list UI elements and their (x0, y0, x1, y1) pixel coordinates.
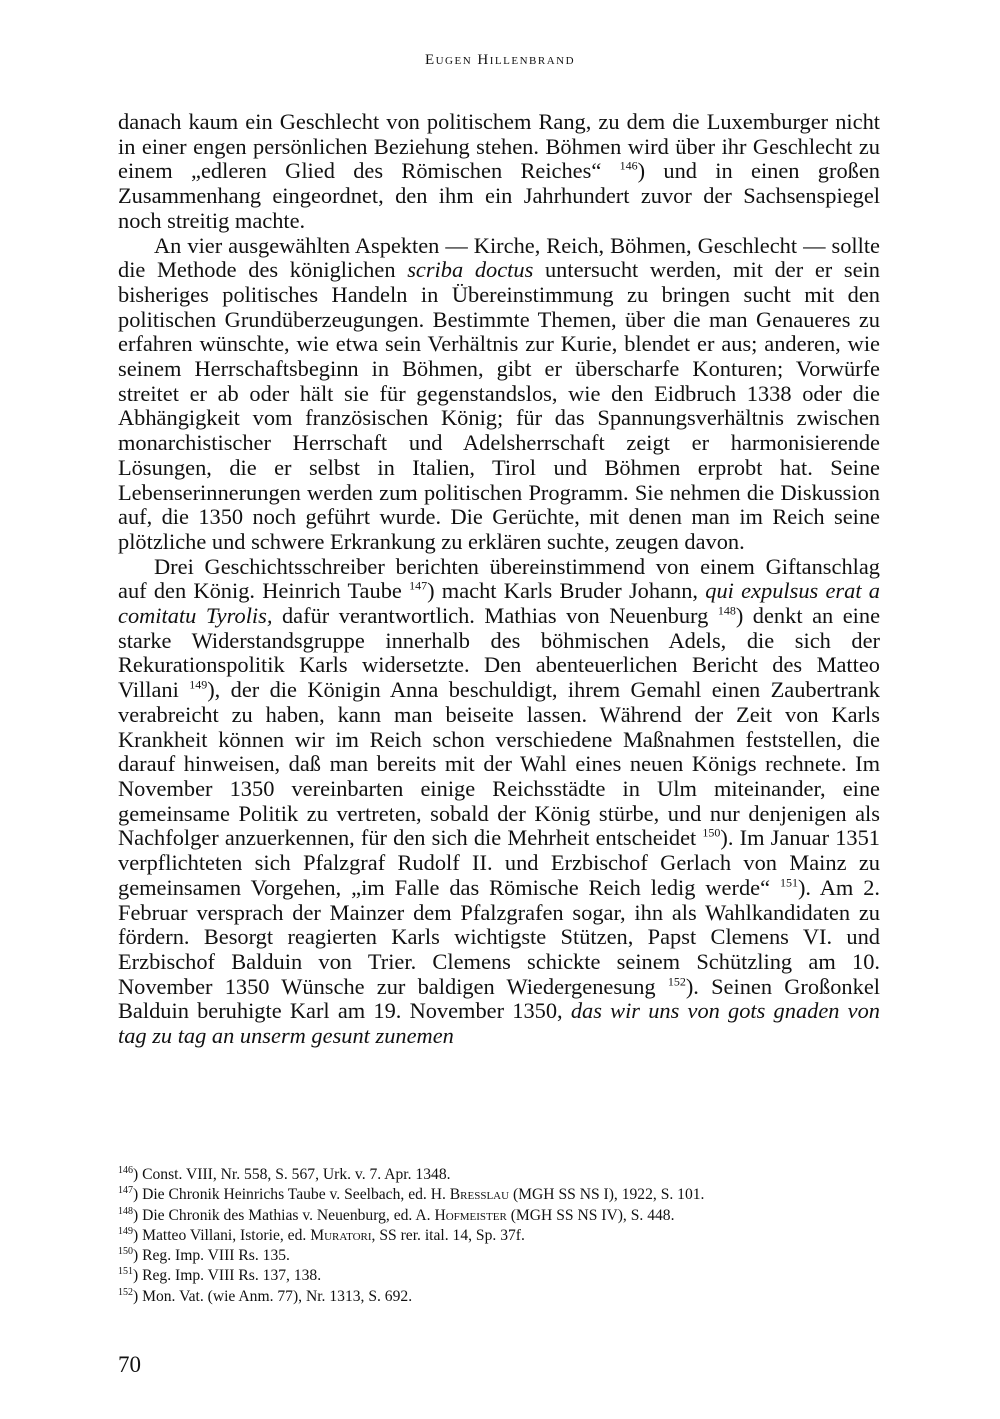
editor-name: Bresslau (449, 1186, 510, 1204)
footnote-reference: 150 (702, 825, 721, 840)
footnote (118, 1206, 880, 1226)
text-run: ) Const. VIII, Nr. 558, S. 567, Urk. v. 7. Apr. 1348. (133, 1166, 451, 1183)
text-run: ) denkt an eine starke Widerstandsgruppe innerhalb des böhmischen Adels, die sich der Rekurationspolitik Karls widersetzte. Den abenteuerlichen Bericht des Matteo Villani (118, 603, 881, 703)
text-run: danach kaum ein Geschlecht von politischem Rang, zu dem die Luxemburger nicht in einer engen persönlichen Beziehung stehen. Böhmen wird über ihr Geschlecht zu einem „edleren Glied des Römischen Reiches“ (118, 109, 880, 184)
text-run: (MGH SS NS IV), S. 448. (506, 1206, 675, 1224)
text-run: ) Reg. Imp. VIII Rs. 135. (133, 1247, 290, 1265)
italic-text: scriba doctus (407, 257, 534, 283)
paragraph (118, 555, 880, 1049)
footnote-reference: 151 (779, 875, 798, 890)
running-head: Eugen Hillenbrand (424, 52, 576, 68)
footnote (118, 1246, 880, 1266)
text-run: ), der die Königin Anna beschuldigt, ihrem Gemahl einen Zaubertrank verabreicht zu haben, kann man beiseite lassen. Während der Zeit von Karls Krankheit können wir im Reich schon verschiedene Maßnahmen feststellen, die darauf hinweisen, daß man bereits mit der Wahl eines neuen Königs rechnete. Im November 1350 vereinbarten einige Reichsstädte in Ulm miteinander, eine gemeinsame Politik zu vertreten, sobald der König stürbe, und nur denjenigen als Nachfolger anzuerkennen, für den sich die Mehrheit entscheidet (118, 677, 880, 851)
editor-name: Muratori (310, 1226, 372, 1244)
paragraph (118, 234, 880, 555)
text-run: An vier ausgewählten Aspekten — Kirche, Reich, Böhmen, Geschlecht — sollte die Methode des königlichen (118, 232, 880, 283)
footnote (118, 1165, 880, 1185)
text-run: ) und in einen großen Zusammenhang eingeordnet, den ihm ein Jahrhundert zuvor der Sachsenspiegel noch streitig machte. (118, 158, 880, 233)
editor-name: Hofmeister (434, 1206, 507, 1224)
footnote-reference: 149 (189, 677, 208, 692)
italic-text: qui expulsus erat a comitatu Tyrolis, (118, 578, 881, 629)
footnote-reference: 148 (717, 603, 736, 618)
page-number: 70 (118, 1352, 141, 1377)
footnote-reference: 147 (409, 578, 428, 593)
text-run: Drei Geschichtsschreiber berichten übereinstimmend von einem Giftanschlag auf den König. Heinrich Taube (118, 553, 880, 604)
text-run: ) Mon. Vat. (wie Anm. 77), Nr. 1313, S. 692. (133, 1287, 413, 1305)
footnote-number: 149 (118, 1225, 133, 1237)
text-run: ) Reg. Imp. VIII Rs. 137, 138. (133, 1267, 322, 1285)
footnote (118, 1266, 880, 1286)
footnote-number: 148 (118, 1205, 133, 1217)
footnote-reference: 146 (619, 158, 638, 173)
text-run: dafür verantwortlich. Mathias von Neuenburg (272, 603, 718, 629)
paragraph (118, 110, 880, 234)
text-run: , SS rer. ital. 14, Sp. 37f. (371, 1226, 525, 1244)
text-run: untersucht werden, mit der er sein bisheriges politisches Handeln in Übereinstimmung zu bringen sucht mit den politischen Grundüberzeugungen. Bestimmte Themen, über die man Genaueres zu erfahren wünschte, wie etwa sein Verhältnis zur Kurie, blendet er aus; anderen, wie seinem Herrschaftsbeginn in Böhmen, gibt er überscharfe Konturen; Vorwürfe streitet er ab oder hält sie für gegenstandslos, wie den Eidbruch 1338 oder die Abhängigkeit vom französischen König; für das Spannungsverhältnis zwischen monarchistischer Herrschaft und Adelsherrschaft zeigt er harmonisierende Lösungen, die er selbst in Italien, Tirol und Böhmen erprobt hat. Seine Lebenserinnerungen werden zum politischen Programm. Sie nehmen die Diskussion auf, die 1350 noch geführt wurde. Die Gerüchte, mit denen man im Reich seine plötzliche und schwere Erkrankung zu erklären suchte, zeugen davon. (118, 257, 880, 554)
footnote (118, 1226, 880, 1246)
text-run: ) Die Chronik des Mathias v. Neuenburg, ed. A. (133, 1206, 435, 1224)
footnote-number: 147 (118, 1185, 133, 1197)
text-run: ). Seinen Großonkel Balduin beruhigte Karl am 19. November 1350, (118, 973, 880, 1024)
footnote (118, 1185, 880, 1205)
footnote (118, 1287, 880, 1307)
footnote-number: 150 (118, 1246, 133, 1257)
text-run: ) macht Karls Bruder Johann, (427, 578, 706, 604)
text-run: ). Im Januar 1351 verpflichteten sich Pfalzgraf Rudolf II. und Erzbischof Gerlach von Mainz zu gemeinsamen Vorgehen, „im Falle das Römische Reich ledig werde“ (118, 825, 880, 900)
text-run: ). Am 2. Februar versprach der Mainzer dem Pfalzgrafen sogar, ihn als Wahlkandidaten zu fördern. Besorgt reagierten Karls wichtigste Stützen, Papst Clemens VI. und Erzbischof Balduin von Trier. Clemens schickte seinem Schützling am 10. November 1350 Wünsche zur baldigen Wiedergenesung (118, 874, 880, 999)
italic-text: das wir uns von gots gnaden von tag zu tag an unserm gesunt zunemen (118, 998, 880, 1049)
footnote-number: 151 (118, 1266, 133, 1278)
text-run: ) Matteo Villani, Istorie, ed. (133, 1226, 311, 1244)
footnote-number: 152 (118, 1286, 133, 1298)
text-run: ) Die Chronik Heinrichs Taube v. Seelbach, ed. H. (133, 1186, 450, 1204)
footnote-reference: 152 (667, 974, 686, 989)
body-text (118, 110, 880, 1049)
footnote-number: 146 (118, 1164, 133, 1176)
text-run: (MGH SS NS I), 1922, S. 101. (509, 1186, 705, 1204)
footnotes (118, 1165, 880, 1307)
